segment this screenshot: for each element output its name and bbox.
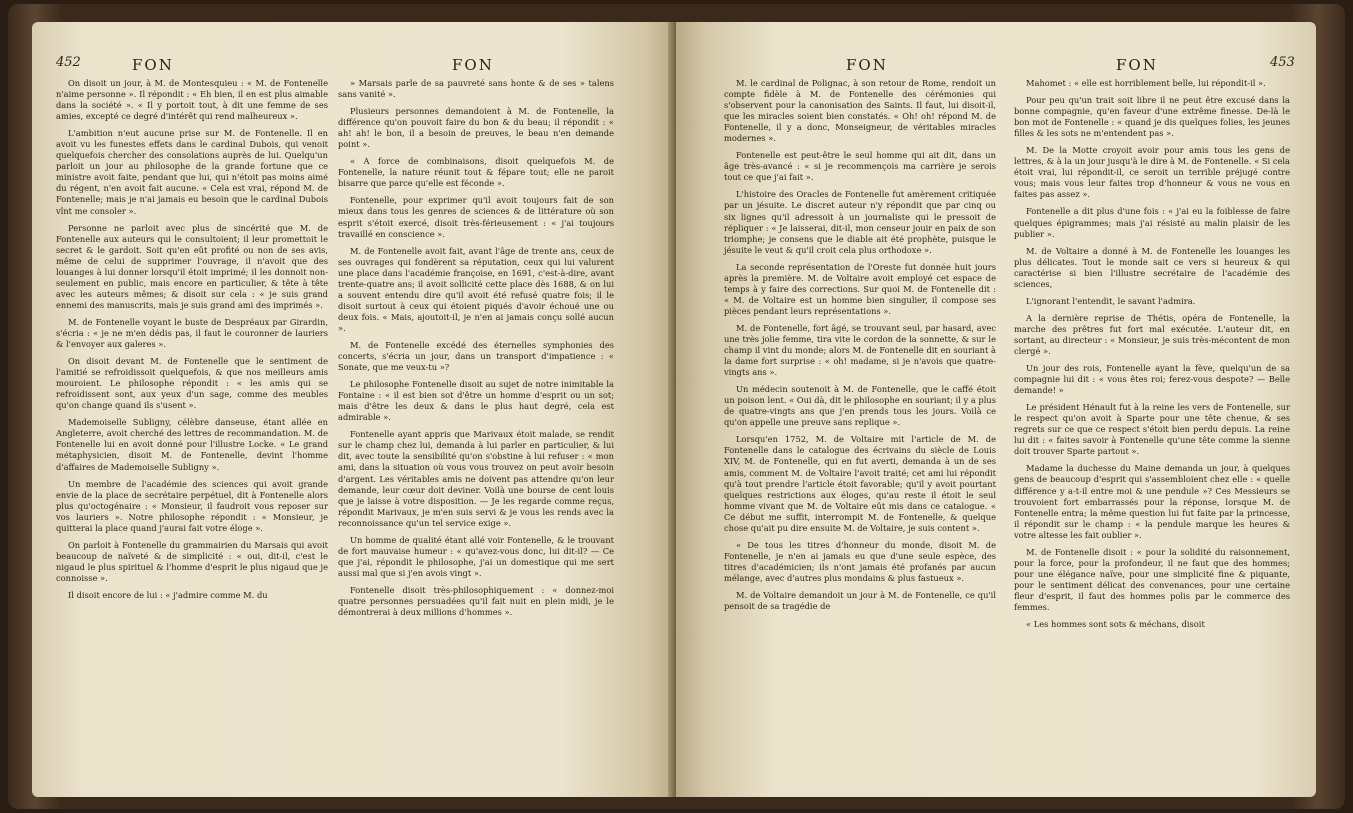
paragraph: Le philosophe Fontenelle disoit au sujet de notre inimitable la Fontaine : « il est bien sot d'être un homme d'esprit ou un sot; mais d'être les deux & dans le plus haut degré, cela est admirable ».	[338, 379, 614, 423]
paragraph: « Les hommes sont sots & méchans, disoit	[1026, 619, 1205, 630]
paragraph: On disoit un jour, à M. de Montesquieu : « M. de Fontenelle n'aime personne ». Il répondit : « Eh bien, il en est plus aimable dans la société ». « Il y portoit tout, à dit une femme de ses amies, excepté ce degré d'intérêt qui rend malheureux ».	[56, 78, 328, 122]
running-head-left-b: FON	[452, 56, 494, 74]
paragraph: M. de Fontenelle excédé des éternelles symphonies des concerts, s'écria un jour, dans un transport d'impatience : « Sonate, que me veux-tu »?	[338, 339, 614, 373]
right-column-1	[724, 78, 996, 618]
paragraph: M. de Fontenelle voyant le buste de Despréaux par Girardin, s'écria : « je ne m'en dédis pas, il faut le couronner de lauriers & l'envoyer aux galeres ».	[56, 316, 328, 350]
paragraph: M. de Voltaire a donné à M. de Fontenelle les louanges les plus délicates. Tout le monde sait ce vers si heureux & qui caractérise si bien l'illustre secrétaire de l'académie des sciences,	[1014, 245, 1290, 289]
paragraph: Mahomet : « elle est horriblement belle, lui répondit-il ».	[1026, 78, 1266, 88]
right-page	[676, 22, 1316, 797]
left-page	[32, 22, 676, 797]
paragraph: Un membre de l'académie des sciences qui avoit grande envie de la place de secrétaire perpétuel, dit à Fontenelle alors plus qu'octogénaire : « Monsieur, il faudroit vous reposer sur vos lauriers ». Notre philosophe répondit : « Monsieur, je quitterai la place quand j'aurai fait votre éloge ».	[56, 478, 328, 533]
paragraph: « De tous les titres d'honneur du monde, disoit M. de Fontenelle, je n'en ai jamais eu que d'une seule espèce, des titres d'académicien; ils n'ont jamais été profanés par aucun mélange, avec d'autres plus mondains & plus fastueux ».	[724, 539, 996, 583]
paragraph: Le président Hénault fut à la reine les vers de Fontenelle, sur le respect qu'on avoit à Sparte pour une tête chenue, & ses regrets sur ce que ce respect s'étoit bien perdu depuis. La reine lui dit : « faites savoir à Fontenelle qu'une tête comme la sienne doit trouver Sparte partout ».	[1014, 402, 1290, 457]
paragraph: « A force de combinaisons, disoit quelquefois M. de Fontenelle, la nature réunit tout & fépare tout; elle ne paroit bisarre que parce qu'elle est féconde ».	[338, 156, 614, 189]
paragraph: Fontenelle ayant appris que Marivaux étoit malade, se rendit sur le champ chez lui, demanda à lui parler en particulier, & lui dit, avec toute la sensibilité qu'on s'obstine à lui refuser : « mon ami, dans la situation où vous vous trouvez on peut avoir besoin d'argent. Les véritables amis ne doivent pas attendre qu'on leur demande, leur cœur doit deviner. Voilà une bourse de cent louis que je laisse à votre disposition. — Je les regarde comme reçus, répondit Marivaux, je m'en suis servi & je vous les rends avec la reconnoissance qu'un tel service exige ».	[338, 429, 614, 528]
paragraph: A la dernière reprise de Thétis, opéra de Fontenelle, la marche des prêtres fut fort mal exécutée. L'auteur dit, en sortant, au directeur : « Monsieur, je suis très-mécontent de mon clergé ».	[1014, 312, 1290, 356]
paragraph: Plusieurs personnes demandoient à M. de Fontenelle, la différence qu'on pouvoit faire du bon & du beau; il répondit : « ah! ah! le bon, il a besoin de preuves, le beau n'en demande point ».	[338, 106, 614, 150]
paragraph: L'ambition n'eut aucune prise sur M. de Fontenelle. Il en avoit vu les funestes effets dans le cardinal Dubois, qui venoit quelquefois chercher des consolations auprès de lui. Quelqu'un parloit un jour au philosophe de la grande fortune que ce ministre avoit faite, pendant que lui, qui n'étoit pas moins aimé du régent, n'en avoit fait aucune. « Cela est vrai, répond M. de Fontenelle; mais je n'ai jamais eu besoin que le cardinal Dubois vînt me consoler ».	[56, 128, 328, 216]
page-number-left: 452	[56, 55, 81, 70]
paragraph: Mademoiselle Subligny, célèbre danseuse, étant allée en Angleterre, avoit cherché des lettres de recommandation. M. de Fontenelle lui en avoit donné pour l'illustre Locke. « Le grand métaphysicien, disoit M. de Fontenelle, devint l'homme d'affaires de Mademoiselle Subligny ».	[56, 417, 328, 472]
left-column-1	[56, 78, 328, 607]
paragraph: M. de Fontenelle, fort âgé, se trouvant seul, par hasard, avec une très jolie femme, tira vite le cordon de la sonnette, & sur le champ il vint du monde; alors M. de Fontenelle dit en souriant à la dame fort surprise : « oh! madame, si je n'avois que quatre-vingts ans ».	[724, 322, 996, 378]
paragraph: M. de Fontenelle disoit : « pour la solidité du raisonnement, pour la force, pour la profondeur, il ne faut que des hommes; pour une élégance naïve, pour une simplicité fine & piquante, pour le sentiment délicat des convenances, pour une certaine fleur d'esprit, il faut des hommes polis par le commerce des femmes.	[1014, 546, 1290, 612]
paragraph: Il disoit encore de lui : « j'admire comme M. du	[68, 589, 268, 600]
paragraph: M. de Voltaire demandoit un jour à M. de Fontenelle, ce qu'il pensoit de sa tragédie de	[724, 589, 996, 612]
paragraph: M. de Fontenelle avoit fait, avant l'âge de trente ans, ceux de ses ouvrages qui fondèrent sa réputation, ceux qui lui valurent une place dans l'académie françoise, en 1691, c'est-à-dire, avant trente-quatre ans; il avoit sollicité cette place dès 1688, & on lui a souvent entendu dire qu'il avoit été refusé quatre fois; il le disoit surtout à ceux qui étoient piqués d'avoir échoué une ou deux fois. « Mais, ajoutoit-il, je n'en ai jamais conçu sollé aucun ».	[338, 245, 614, 333]
paragraph: Fontenelle a dit plus d'une fois : « j'ai eu la foiblesse de faire quelques épigrammes; mais j'ai résisté au malin plaisir de les publier ».	[1014, 206, 1290, 239]
running-head-right-b: FON	[1116, 56, 1158, 74]
paragraph: Pour peu qu'un trait soit libre il ne peut être excusé dans la bonne compagnie, qu'en faveur d'une extrême finesse. De-là le bon mot de Fontenelle : « quand je dis quelques folies, les jeunes filles & les sots ne m'entendent pas ».	[1014, 95, 1290, 139]
paragraph: Fontenelle est peut-être le seul homme qui ait dit, dans un âge très-avancé : « si je recommençois ma carrière je serois tout ce que j'ai fait ».	[724, 150, 996, 183]
paragraph: Fontenelle disoit très-philosophiquement : « donnez-moi quatre personnes persuadées qu'il fait nuit en plein midi, je le démontrerai à deux millions d'hommes ».	[338, 584, 614, 618]
paragraph: Personne ne parloit avec plus de sincérité que M. de Fontenelle aux auteurs qui le consultoient; il leur promettoit le secret & le gardoit. Soit qu'en eût profité ou non de ses avis, même de celui de supprimer l'ouvrage, il n'avoit que des louanges à lui donner lorsqu'il étoit imprimé; il les donnoit non-seulement en public, mais encore en particulier, & tête à tête avec les auteurs mêmes; & disoit sur cela : « je suis grand ennemi des manuscrits, mais je suis grand ami des imprimés ».	[56, 222, 328, 310]
paragraph: La seconde représentation de l'Oreste fut donnée huit jours après la première. M. de Voltaire avoit employé cet espace de temps à y faire des corrections. Sur quoi M. de Fontenelle dit : « M. de Voltaire est un homme bien singulier, il compose ses pièces pendant leurs représentations ».	[724, 261, 996, 316]
paragraph: M. De la Motte croyoit avoir pour amis tous les gens de lettres, & à la un jour jusqu'à le dire à M. de Fontenelle. « Si cela étoit vrai, lui répondit-il, ce seroit un terrible préjugé contre vous; mais vous leur faites trop d'honneur & vous ne vous en faites pas assez ».	[1014, 145, 1290, 200]
paragraph: Un médecin soutenoit à M. de Fontenelle, que le caffé étoit un poison lent. « Oui dà, dit le philosophe en souriant; il y a plus de quatre-vingts ans que j'en prends tous les jours. Voilà ce qu'on appelle une preuve sans replique ».	[724, 384, 996, 428]
paragraph: On disoit devant M. de Fontenelle que le sentiment de l'amitié se refroidissoit quelquefois, & que nos meilleurs amis mouroient. Le philosophe répondit : « les amis qui se refroidissent sont, aux yeux d'un sage, comme des meubles qu'on change quand ils s'usent ».	[56, 356, 328, 411]
left-column-2	[338, 78, 614, 624]
paragraph: Lorsqu'en 1752, M. de Voltaire mit l'article de M. de Fontenelle dans le catalogue des écrivains du siècle de Louis XIV, M. de Fontenelle, qui en fut averti, demanda à un de ses amis, comment M. de Voltaire l'avoit traité; cet ami lui répondit qu'à tout prendre l'article étoit favorable; qu'il y avoit pourtant quelques restrictions aux éloges, qu'au reste il étoit le seul homme vivant que M. de Voltaire eût mis dans ce catalogue. « Ce début me suffit, interrompit M. de Fontenelle, & quelque chose qu'ait pu dire ensuite M. de Voltaire, je suis content ».	[724, 434, 996, 533]
page-number-right: 453	[1270, 55, 1295, 70]
running-head-left-a: FON	[132, 56, 174, 74]
paragraph: » Marsais parle de sa pauvreté sans honte & de ses » talens sans vanité ».	[338, 78, 614, 100]
paragraph: L'ignorant l'entendit, le savant l'admira.	[1026, 295, 1196, 306]
paragraph: On parloit à Fontenelle du grammairien du Marsais qui avoit beaucoup de naïveté & de simplicité : « oui, dit-il, c'est le nigaud le plus spirituel & l'homme d'esprit le plus nigaud que je connoisse ».	[56, 539, 328, 583]
right-column-2	[1014, 78, 1290, 636]
paragraph: Un homme de qualité étant allé voir Fontenelle, & le trouvant de fort mauvaise humeur : « qu'avez-vous donc, lui dit-il? — Ce que j'ai, répondit le philosophe, j'ai un domestique qui me sert aussi mal que si j'en avois vingt ».	[338, 534, 614, 578]
running-head-right-a: FON	[846, 56, 888, 74]
paragraph: Fontenelle, pour exprimer qu'il avoit toujours fait de son mieux dans tous les genres de sciences & de littérature où son esprit s'étoit exercé, disoit très-férieusement : « j'ai toujours travaillé en conscience ».	[338, 195, 614, 239]
paragraph: Un jour des rois, Fontenelle ayant la fève, quelqu'un de sa compagnie lui dit : « vous êtes roi; ferez-vous despote? — Belle demande! »	[1014, 363, 1290, 396]
paragraph: L'histoire des Oracles de Fontenelle fut amèrement critiquée par un jésuite. Le discret auteur n'y répondit que par cinq ou six lignes qu'il adressoit à un journaliste qui le pressoit de répliquer : « Je laisserai, dit-il, mon censeur jouir en paix de son triomphe; je consens que le diable ait été prophète, puisque le jésuite le veut & qu'il croit cela plus orthodoxe ».	[724, 189, 996, 255]
paragraph: M. le cardinal de Polignac, à son retour de Rome, rendoit un compte fidèle à M. de Fontenelle des cérémonies qui s'observent pour la canonisation des Saints. Il faut, lui disoit-il, que les miracles soient bien constatés. « Oh! oh! répond M. de Fontenelle, il y a donc, Monseigneur, de véritables miracles modernes ».	[724, 78, 996, 144]
paragraph: Madame la duchesse du Maine demanda un jour, à quelques gens de beaucoup d'esprit qui s'assembloient chez elle : « quelle différence y a-t-il entre moi & une pendule »? Ces Messieurs se trouvoient fort embarrassés pour la réponse, lorsque M. de Fontenelle entra; la même question lui fut faite par la princesse, il répondit sur le champ : « la pendule marque les heures & votre altesse les fait oublier ».	[1014, 463, 1290, 540]
